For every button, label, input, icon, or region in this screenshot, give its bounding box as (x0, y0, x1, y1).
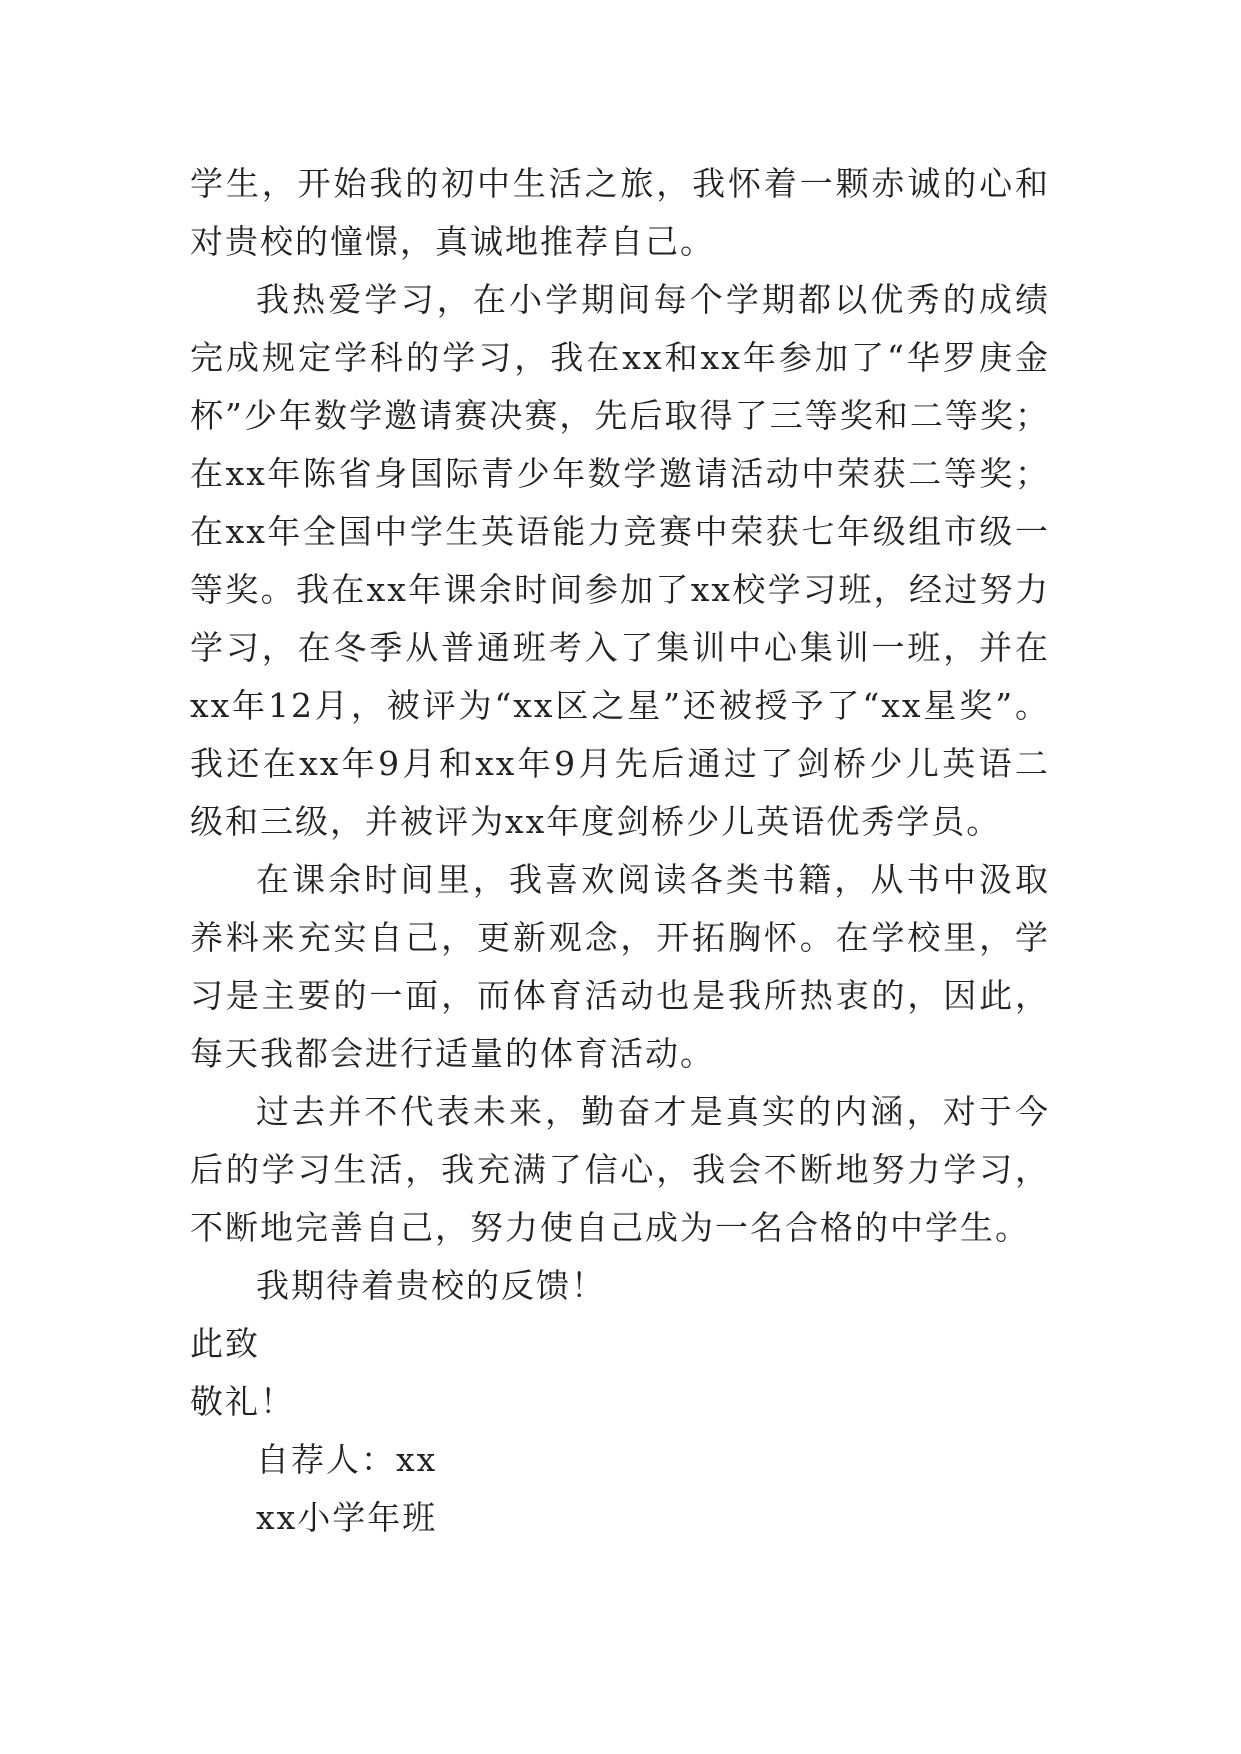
paragraph-future: 过去并不代表未来，勤奋才是真实的内涵，对于今后的学习生活，我充满了信心，我会不断地努力学习，不断地完善自己，努力使自己成为一名合格的中学生。 (190, 1092, 1050, 1247)
paragraph-achievements: 我热爱学习，在小学期间每个学期都以优秀的成绩完成规定学科的学习，我在xx和xx年参加了“华罗庚金杯”少年数学邀请赛决赛，先后取得了三等奖和二等奖；在xx年陈省身国际青少年数学邀请活动中荣获二等奖；在xx年全国中学生英语能力竞赛中荣获七年级组市级一等奖。我在xx年课余时间参加了xx校学习班，经过努力学习，在冬季从普通班考入了集训中心集训一班，并在xx年12月，被评为“xx区之星”还被授予了“xx星奖”。我还在xx年9月和xx年9月先后通过了剑桥少儿英语二级和三级，并被评为xx年度剑桥少儿英语优秀学员。 (190, 280, 1050, 841)
letter-body (190, 155, 1050, 1547)
closing-salutation: 此致 (190, 1324, 260, 1363)
closing-regards: 敬礼！ (190, 1382, 295, 1421)
paragraph-expectation: 我期待着贵校的反馈！ (256, 1266, 606, 1305)
paragraph-hobbies: 在课余时间里，我喜欢阅读各类书籍，从书中汲取养料来充实自己，更新观念，开拓胸怀。在学校里，学习是主要的一面，而体育活动也是我所热衷的，因此，每天我都会进行适量的体育活动。 (190, 860, 1050, 1073)
signature-class: xx小学年班 (256, 1498, 438, 1537)
signature-author: 自荐人：xx (256, 1440, 438, 1479)
paragraph-continuation: 学生，开始我的初中生活之旅，我怀着一颗赤诚的心和对贵校的憧憬，真诚地推荐自己。 (190, 164, 1050, 261)
